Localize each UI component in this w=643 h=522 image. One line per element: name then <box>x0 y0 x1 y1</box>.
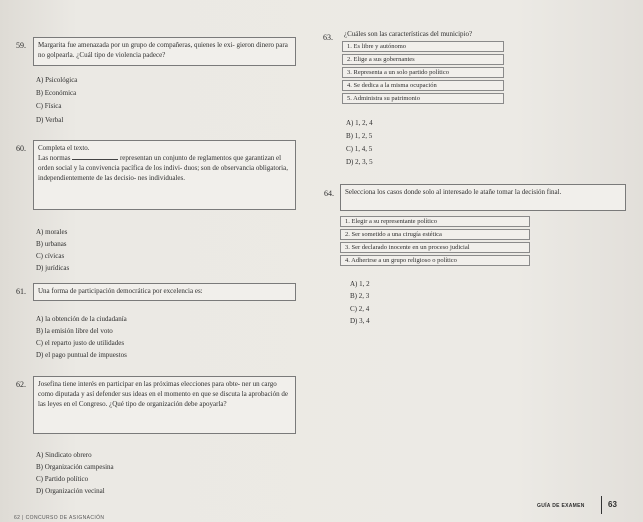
q60-blank <box>72 159 118 160</box>
q64-statement-4: 4. Adherirse a un grupo religioso o político <box>340 255 530 266</box>
q60-option-a[interactable]: A) morales <box>36 228 68 236</box>
q60-option-d[interactable]: D) jurídicas <box>36 264 70 272</box>
q60-question-box <box>33 140 296 210</box>
q63-statement-4: 4. Se dedica a la misma ocupación <box>342 80 504 91</box>
q64-statement-3: 3. Ser declarado inocente en un proceso judicial <box>340 242 530 253</box>
q63-statement-2: 2. Elige a sus gobernantes <box>342 54 504 65</box>
q61-question-box: Una forma de participación democrática por excelencia es: <box>33 283 296 301</box>
q64-option-c[interactable]: C) 2, 4 <box>350 305 370 313</box>
q63-number: 63. <box>323 33 333 42</box>
bottom-left-text: 62 | CONCURSO DE ASIGNACIÓN <box>14 515 105 521</box>
q62-option-b[interactable]: B) Organización campesina <box>36 463 114 471</box>
q64-statement-1: 1. Elegir a su representante político <box>340 216 530 227</box>
page-number: 63 <box>608 500 617 509</box>
q61-number: 61. <box>16 287 26 296</box>
q64-statement-2: 2. Ser sometido a una cirugía estética <box>340 229 530 240</box>
q63-statement-5: 5. Administra su patrimonio <box>342 93 504 104</box>
q64-option-a[interactable]: A) 1, 2 <box>350 280 370 288</box>
q62-option-c[interactable]: C) Partido político <box>36 475 89 483</box>
q62-number: 62. <box>16 380 26 389</box>
q59-option-b[interactable]: B) Económica <box>36 89 77 97</box>
q60-option-c[interactable]: C) cívicas <box>36 252 65 260</box>
q60-body <box>38 153 291 183</box>
q63-option-b[interactable]: B) 1, 2, 5 <box>346 132 373 140</box>
q60-number: 60. <box>16 144 26 153</box>
q64-question-box: Selecciona los casos donde solo al interesado le atañe tomar la decisión final. <box>340 184 626 211</box>
q62-question-box: Josefina tiene interés en participar en las próximas elecciones para obte- ner un cargo como diputada y así defender sus ideas en el momento en que se discuta la aprobación de las leyes en el Congreso. ¿Qué tipo de organización debe apoyarla? <box>33 376 296 434</box>
q61-option-b[interactable]: B) la emisión libre del voto <box>36 327 113 335</box>
q60-text-after: representan un conjunto de reglamentos que garantizan el orden social y la convivencia pacífica de los indivi- duos; son de observancia obligatoria, independientemente de las decisio- nes individuales. <box>38 154 288 182</box>
footer-divider <box>601 496 602 514</box>
q63-statement-3: 3. Representa a un solo partido político <box>342 67 504 78</box>
q61-option-d[interactable]: D) el pago puntual de impuestos <box>36 351 127 359</box>
q61-option-a[interactable]: A) la obtención de la ciudadanía <box>36 315 127 323</box>
q59-question-box: Margarita fue amenazada por un grupo de compañeras, quienes le exi- gieron dinero para no golpearla. ¿Cuál tipo de violencia padece? <box>33 37 296 66</box>
guide-label: GUÍA DE EXAMEN <box>537 503 585 509</box>
q59-number: 59. <box>16 41 26 50</box>
q63-question: ¿Cuáles son las características del municipio? <box>344 30 473 38</box>
q59-option-a[interactable]: A) Psicológica <box>36 76 78 84</box>
q63-option-a[interactable]: A) 1, 2, 4 <box>346 119 373 127</box>
q60-option-b[interactable]: B) urbanas <box>36 240 67 248</box>
q59-option-c[interactable]: C) Física <box>36 102 62 110</box>
q62-option-a[interactable]: A) Sindicato obrero <box>36 451 92 459</box>
q63-option-c[interactable]: C) 1, 4, 5 <box>346 145 373 153</box>
q64-option-b[interactable]: B) 2, 3 <box>350 292 370 300</box>
q60-title: Completa el texto. <box>38 144 90 152</box>
q63-option-d[interactable]: D) 2, 3, 5 <box>346 158 373 166</box>
q64-option-d[interactable]: D) 3, 4 <box>350 317 370 325</box>
q59-option-d[interactable]: D) Verbal <box>36 116 64 124</box>
q61-option-c[interactable]: C) el reparto justo de utilidades <box>36 339 125 347</box>
q62-option-d[interactable]: D) Organización vecinal <box>36 487 105 495</box>
q64-number: 64. <box>324 189 334 198</box>
q60-text-before: Las normas <box>38 154 71 162</box>
q63-statement-1: 1. Es libre y autónomo <box>342 41 504 52</box>
